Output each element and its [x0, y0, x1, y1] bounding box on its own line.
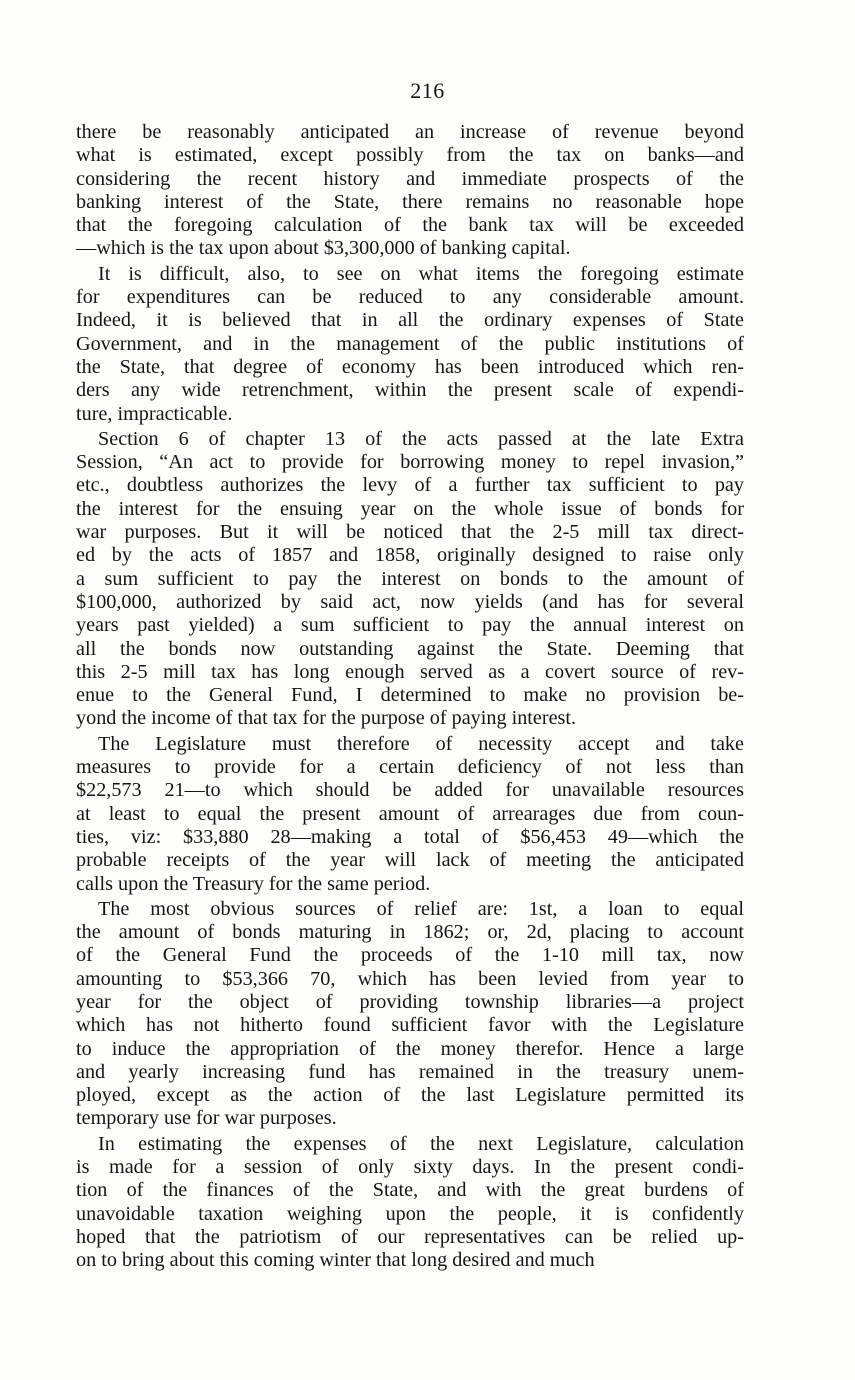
body-text	[76, 121, 744, 1273]
text-line: etc., doubtless authorizes the levy of a further tax sufficient to pay	[76, 474, 744, 497]
text-line: $100,000, authorized by said act, now yields (and has for several	[76, 590, 744, 613]
text-line: The Legislature must therefore of necessity accept and take	[98, 732, 744, 755]
text-line: ployed, except as the action of the last Legislature permitted its	[76, 1084, 744, 1107]
text-line: ders any wide retrenchment, within the present scale of expendi-	[76, 379, 744, 402]
text-line: a sum sufficient to pay the interest on bonds to the amount of	[76, 567, 744, 590]
text-line: there be reasonably anticipated an increase of revenue beyond	[76, 121, 744, 143]
text-line: is made for a session of only sixty days. In the present condi-	[76, 1156, 744, 1179]
paragraph	[76, 733, 744, 896]
text-line: what is estimated, except possibly from the tax on banks—and	[76, 144, 744, 167]
text-line: for expenditures can be reduced to any considerable amount.	[76, 286, 744, 309]
paragraph	[76, 263, 744, 426]
text-line: this 2-5 mill tax has long enough served as a covert source of rev-	[76, 660, 744, 683]
text-line: year for the object of providing township libraries—a project	[76, 990, 744, 1013]
text-line: and yearly increasing fund has remained in the treasury unem-	[76, 1060, 744, 1083]
text-line: hoped that the patriotism of our representatives can be relied up-	[76, 1225, 744, 1248]
text-line: amounting to $53,366 70, which has been levied from year to	[76, 967, 744, 990]
text-line: which has not hitherto found sufficient favor with the Legislature	[76, 1014, 744, 1037]
paragraph	[76, 898, 744, 1131]
text-line: calls upon the Treasury for the same period.	[76, 872, 431, 895]
text-line: Indeed, it is believed that in all the ordinary expenses of State	[76, 309, 744, 332]
text-line: the interest for the ensuing year on the whole issue of bonds for	[76, 497, 744, 520]
page-number: 216	[410, 78, 445, 103]
text-line: the State, that degree of economy has been introduced which ren-	[76, 355, 744, 378]
text-line: temporary use for war purposes.	[76, 1107, 337, 1130]
text-line: unavoidable taxation weighing upon the people, it is confidently	[76, 1202, 744, 1225]
text-line: enue to the General Fund, I determined to make no provision be-	[76, 684, 744, 707]
text-line: In estimating the expenses of the next Legislature, calculation	[98, 1132, 744, 1155]
text-line: Session, “An act to provide for borrowing money to repel invasion,”	[76, 451, 744, 474]
paragraph	[76, 1133, 744, 1273]
text-line: banking interest of the State, there remains no reasonable hope	[76, 190, 744, 213]
text-line: ture, impracticable.	[76, 402, 233, 425]
text-line: at least to equal the present amount of arrearages due from coun-	[76, 802, 744, 825]
text-line: Government, and in the management of the public institutions of	[76, 332, 744, 355]
paragraph	[76, 121, 744, 261]
text-line: considering the recent history and immediate prospects of the	[76, 167, 744, 190]
paragraph	[76, 428, 744, 731]
text-line: measures to provide for a certain deficiency of not less than	[76, 756, 744, 779]
text-line: all the bonds now outstanding against the State. Deeming that	[76, 637, 744, 660]
text-line: yond the income of that tax for the purpose of paying interest.	[76, 707, 577, 730]
text-line: ed by the acts of 1857 and 1858, originally designed to raise only	[76, 544, 744, 567]
text-line: on to bring about this coming winter that long desired and much	[76, 1249, 595, 1272]
text-line: —which is the tax upon about $3,300,000 of banking capital.	[76, 237, 571, 260]
text-line: It is difficult, also, to see on what items the foregoing estimate	[98, 262, 744, 285]
text-line: probable receipts of the year will lack of meeting the anticipated	[76, 849, 744, 872]
text-line: war purposes. But it will be noticed that the 2-5 mill tax direct-	[76, 521, 744, 544]
text-line: the amount of bonds maturing in 1862; or, 2d, placing to account	[76, 921, 744, 944]
text-line: that the foregoing calculation of the bank tax will be exceeded	[76, 214, 744, 237]
text-line: tion of the finances of the State, and with the great burdens of	[76, 1179, 744, 1202]
text-line: to induce the appropriation of the money therefor. Hence a large	[76, 1037, 744, 1060]
text-line: Section 6 of chapter 13 of the acts passed at the late Extra	[98, 427, 744, 450]
text-line: of the General Fund the proceeds of the 1-10 mill tax, now	[76, 944, 744, 967]
text-line: years past yielded) a sum sufficient to pay the annual interest on	[76, 614, 744, 637]
text-line: ties, viz: $33,880 28—making a total of $56,453 49—which the	[76, 825, 744, 848]
text-line: $22,573 21—to which should be added for unavailable resources	[76, 779, 744, 802]
text-line: The most obvious sources of relief are: 1st, a loan to equal	[98, 897, 744, 920]
